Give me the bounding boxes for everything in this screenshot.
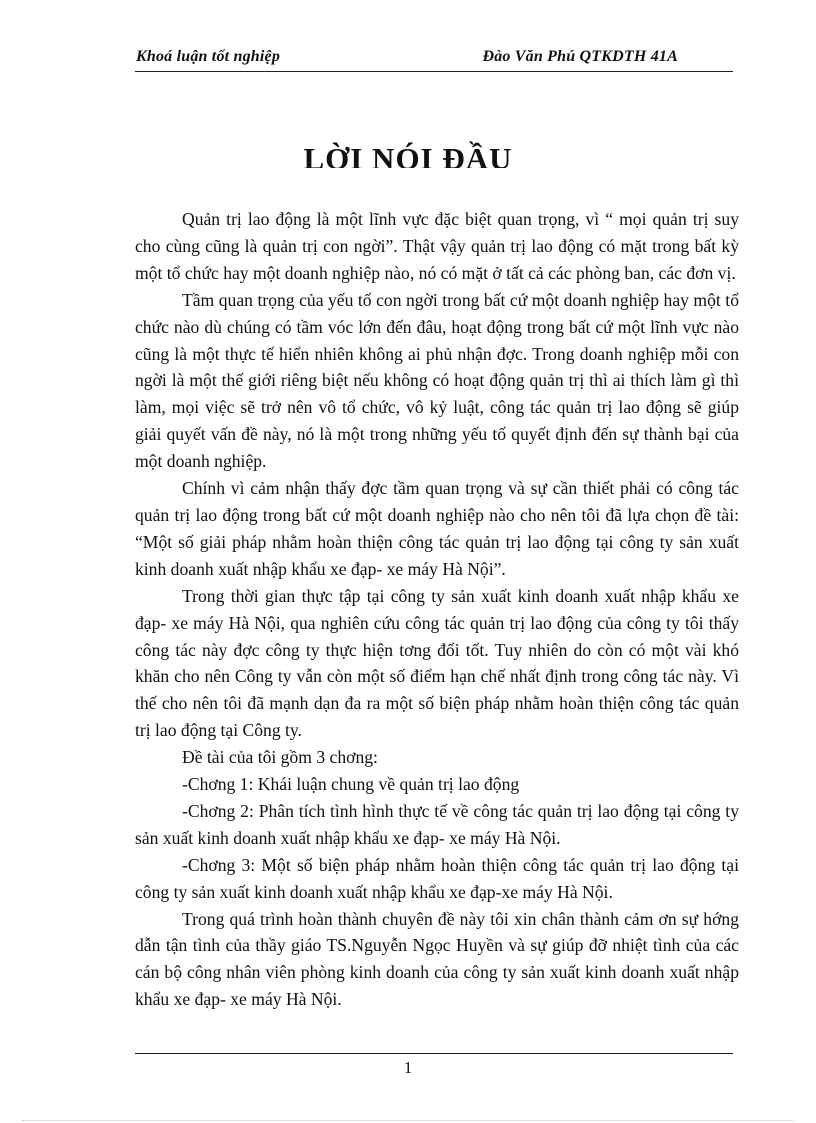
page-number: 1 [403,1058,413,1077]
paragraph-importance: Tầm quan trọng của yếu tố con ngời trong bất cứ một doanh nghiệp hay một tổ chức nào dù chúng có tầm vóc lớn đến đâu, hoạt động trong bất cứ một lĩnh vực nào cũng là một thực tế hiển nhiên không ai phủ nhận đợc. Trong doanh nghiệp mỗi con ngời là một thế giới riêng biệt nếu không có hoạt động quản trị thì ai thích làm gì thì làm, mọi việc sẽ trở nên vô tổ chức, vô kỷ luật, công tác quản trị lao động sẽ giúp giải quyết vấn đề này, nó là một trong những yếu tố quyết định đến sự thành bại của một doanh nghiệp. [135,289,739,472]
header-thesis-label: Khoá luận tốt nghiệp [136,48,281,65]
paragraph-acknowledgement: Trong quá trình hoàn thành chuyên đề này tôi xin chân thành cảm ơn sự hớng dẫn tận tình của thầy giáo TS.Nguyễn Ngọc Huyền và sự giúp đỡ nhiệt tình của các cán bộ công nhân viên phòng kinh doanh của công ty sản xuất kinh doanh xuất nhập khẩu xe đạp- xe máy Hà Nội. [135,908,739,1010]
footer-rule [135,1053,733,1054]
page-edge-divider [22,1120,794,1121]
paragraph-internship: Trong thời gian thực tập tại công ty sản xuất kinh doanh xuất nhập khẩu xe đạp- xe máy Hà Nội, qua nghiên cứu công tác quản trị lao động của công ty tôi thấy công tác này đợc công ty thực hiện tơng đối tốt. Tuy nhiên do còn có một vài khó khăn cho nên Công ty vẫn còn một số điểm hạn chế nhất định trong công tác này. Vì thế cho nên tôi đã mạnh dạn đa ra một số biện pháp nhằm hoàn thiện công tác quản trị lao động tại Công ty. [135,585,739,741]
paragraph-structure: Đề tài của tôi gồm 3 chơng: [182,747,378,768]
chapter-3-item: -Chơng 3: Một số biện pháp nhằm hoàn thiện công tác quản trị lao động tại công ty sản xuất kinh doanh xuất nhập khẩu xe đạp-xe máy Hà Nội. [135,854,739,902]
page-title: LỜI NÓI ĐẦU [303,141,513,168]
chapter-1-item: -Chơng 1: Khái luận chung về quản trị lao động [182,774,520,795]
document-body [135,206,739,1013]
page-header [135,47,733,72]
header-author-label: Đào Văn Phú QTKDTH 41A [482,48,678,65]
chapter-2-item: -Chơng 2: Phân tích tình hình thực tế về công tác quản trị lao động tại công ty sản xuất kinh doanh xuất nhập khẩu xe đạp- xe máy Hà Nội. [135,800,739,848]
paragraph-intro: Quản trị lao động là một lĩnh vực đặc biệt quan trọng, vì “ mọi quản trị suy cho cùng cũng là quản trị con ngời”. Thật vậy quản trị lao động có mặt trong bất kỳ một tổ chức hay một doanh nghiệp nào, nó có mặt ở tất cả các phòng ban, các đơn vị. [135,209,739,283]
paragraph-topic-choice: Chính vì cảm nhận thấy đợc tầm quan trọng và sự cần thiết phải có công tác quản trị lao động trong bất cứ một doanh nghiệp nào cho nên tôi đã lựa chọn đề tài: “Một số giải pháp nhằm hoàn thiện công tác quản trị lao động tại công ty sản xuất kinh doanh xuất nhập khẩu xe đạp- xe máy Hà Nội”. [135,478,739,579]
